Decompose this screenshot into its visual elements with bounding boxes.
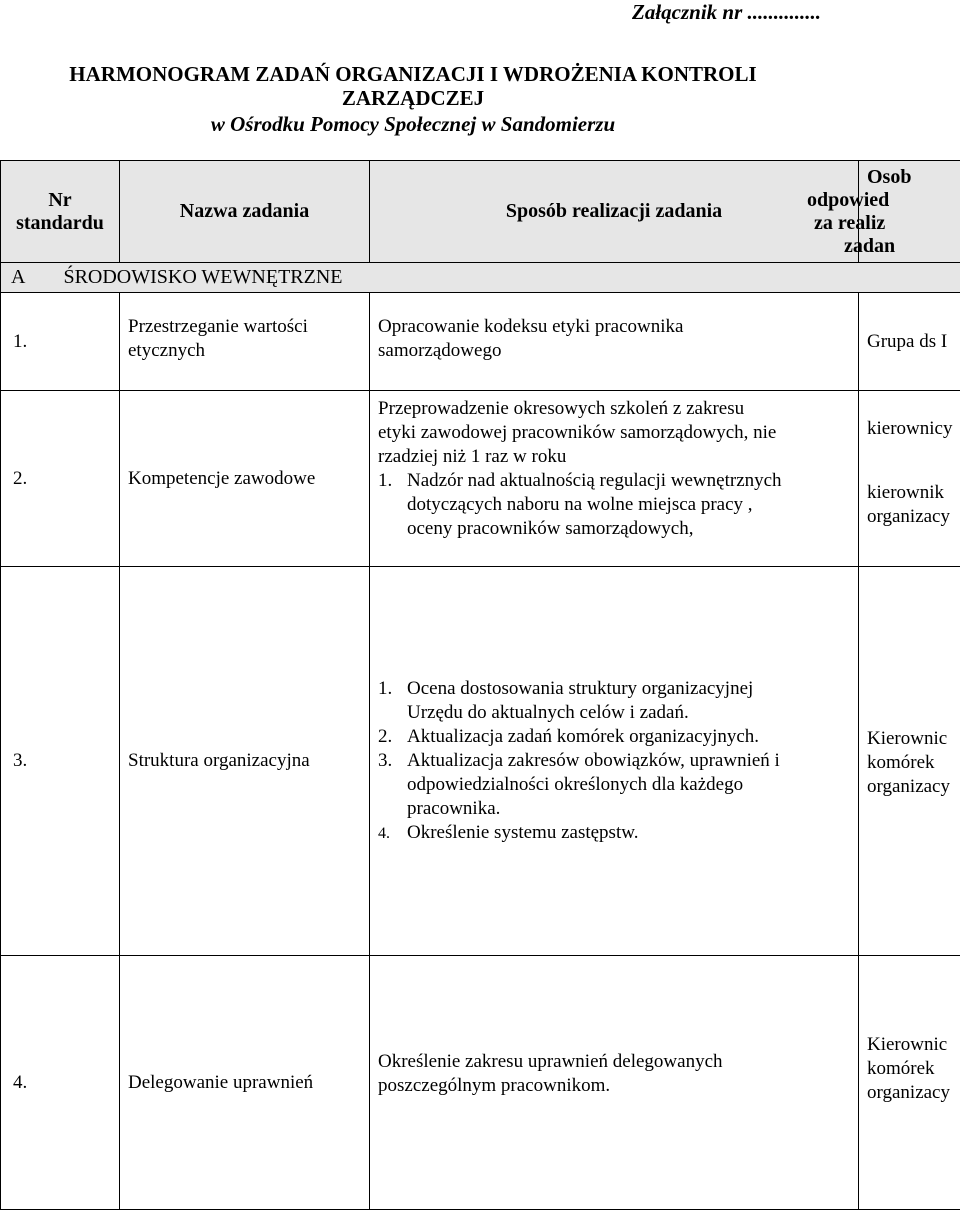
method-line: Opracowanie kodeksu etyki pracownika — [378, 315, 848, 339]
item-number: 2. — [378, 725, 407, 749]
task-name-line: etycznych — [128, 339, 369, 363]
responsible-line: Grupa ds I — [867, 330, 960, 354]
responsible-line: Kierownic — [867, 1033, 960, 1057]
responsible-line: komórek — [867, 1057, 960, 1081]
method-line: oceny pracowników samorządowych, — [378, 517, 848, 541]
method-line: Nadzór nad aktualnością regulacji wewnętrznych — [407, 470, 782, 491]
document-title-line2: ZARZĄDCZEJ — [0, 86, 826, 110]
header-method-text: Sposób realizacji zadania — [506, 200, 722, 222]
header-resp-line4: zadan — [844, 235, 960, 258]
section-name: ŚRODOWISKO WEWNĘTRZNE — [25, 266, 342, 288]
section-row — [1, 263, 960, 293]
task-responsible — [859, 956, 960, 1210]
table-row — [1, 956, 960, 1210]
method-line: Określenie systemu zastępstw. — [407, 822, 638, 843]
task-name — [120, 391, 370, 567]
method-line: poszczególnym pracownikom. — [378, 1074, 848, 1098]
task-method — [370, 956, 859, 1210]
header-osoby-odpowiedzialne — [859, 161, 960, 263]
method-item — [378, 677, 848, 701]
task-method — [370, 567, 859, 956]
document-title: HARMONOGRAM ZADAŃ ORGANIZACJI I WDROŻENIA KONTROLI — [0, 62, 826, 86]
task-name — [120, 293, 370, 391]
item-number: 1. — [378, 469, 407, 493]
task-method — [370, 391, 859, 567]
attachment-label: Załącznik nr .............. — [632, 0, 821, 25]
method-line: Ocena dostosowania struktury organizacyjnej — [407, 678, 753, 699]
task-name-line: Kompetencje zawodowe — [128, 467, 369, 491]
task-responsible — [859, 293, 960, 391]
responsible-line: organizacy — [867, 505, 960, 529]
header-nr-line1: Nr — [1, 189, 119, 212]
row-number: 1. — [1, 293, 120, 391]
table-header-row — [1, 161, 960, 263]
task-method — [370, 293, 859, 391]
responsible-line: organizacy — [867, 1081, 960, 1105]
row-number: 3. — [1, 567, 120, 956]
section-cell — [1, 263, 960, 293]
table-row — [1, 391, 960, 567]
responsible-line: Kierownic — [867, 727, 960, 751]
header-resp-line3: za realiz — [814, 212, 960, 235]
method-line: rzadziej niż 1 raz w roku — [378, 445, 848, 469]
method-line: Urzędu do aktualnych celów i zadań. — [378, 701, 848, 725]
section-letter: A — [1, 266, 25, 288]
method-item — [378, 821, 848, 846]
item-number: 1. — [378, 677, 407, 701]
header-sposob-realizacji — [370, 161, 859, 263]
table-row — [1, 293, 960, 391]
task-name-line: Przestrzeganie wartości — [128, 315, 369, 339]
task-name-line: Delegowanie uprawnień — [128, 1071, 369, 1095]
method-item — [378, 725, 848, 749]
method-item — [378, 749, 848, 773]
task-responsible — [859, 391, 960, 567]
header-nazwa-zadania — [120, 161, 370, 263]
header-resp-line2: odpowied — [807, 189, 960, 212]
method-line: pracownika. — [378, 797, 848, 821]
item-number: 4. — [378, 822, 407, 846]
document-subtitle: w Ośrodku Pomocy Społecznej w Sandomierzu — [0, 112, 826, 136]
responsible-line: kierownik — [867, 481, 960, 505]
task-name-line: Struktura organizacyjna — [128, 749, 369, 773]
schedule-table — [0, 160, 960, 1210]
method-line: etyki zawodowej pracowników samorządowych, nie — [378, 421, 848, 445]
method-line: Aktualizacja zadań komórek organizacyjnych. — [407, 726, 759, 747]
task-name — [120, 567, 370, 956]
responsible-line: komórek — [867, 751, 960, 775]
method-line: samorządowego — [378, 339, 848, 363]
responsible-line: organizacy — [867, 775, 960, 799]
header-resp-line1: Osob — [867, 166, 960, 189]
header-name-text: Nazwa zadania — [180, 200, 309, 222]
method-line: dotyczących naboru na wolne miejsca pracy , — [378, 493, 848, 517]
method-line: Aktualizacja zakresów obowiązków, uprawnień i — [407, 750, 780, 771]
method-item — [378, 469, 848, 493]
task-name — [120, 956, 370, 1210]
header-nr-line2: standardu — [1, 212, 119, 235]
task-responsible — [859, 567, 960, 956]
method-line: Określenie zakresu uprawnień delegowanych — [378, 1050, 848, 1074]
responsible-line: kierownicy — [867, 417, 960, 441]
method-line: odpowiedzialności określonych dla każdego — [378, 773, 848, 797]
table-row — [1, 567, 960, 956]
method-line: Przeprowadzenie okresowych szkoleń z zakresu — [378, 397, 848, 421]
row-number: 2. — [1, 391, 120, 567]
item-number: 3. — [378, 749, 407, 773]
header-nr-standardu — [1, 161, 120, 263]
row-number: 4. — [1, 956, 120, 1210]
